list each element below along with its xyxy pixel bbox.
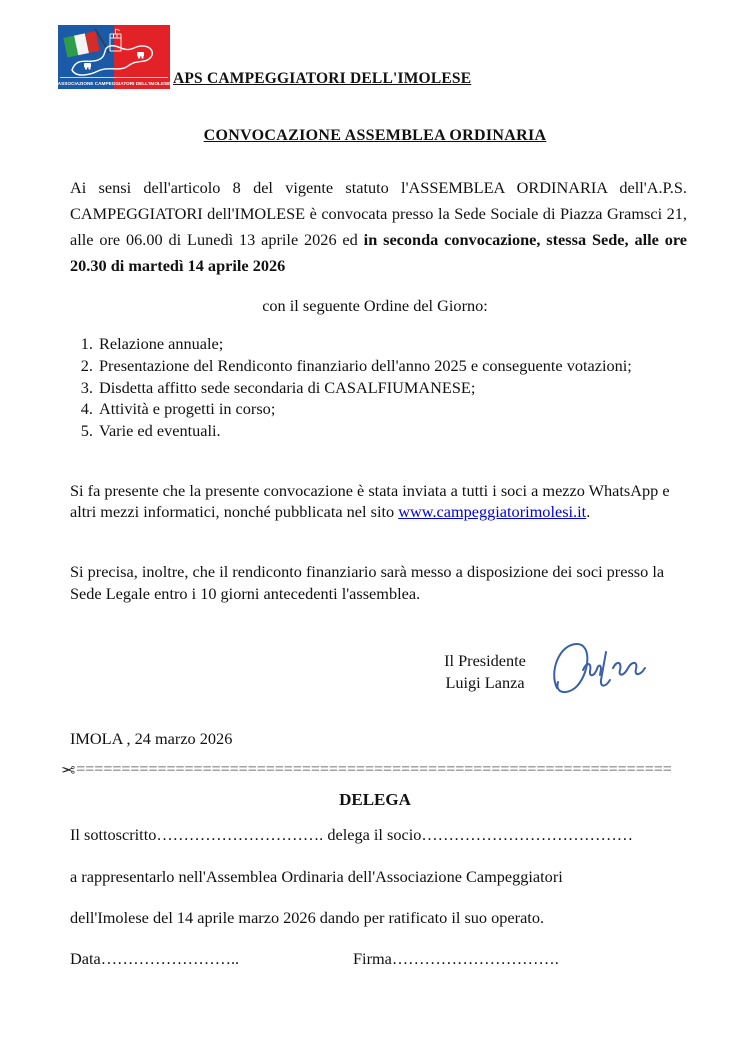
header (58, 25, 471, 89)
logo-band-text: ASSOCIAZIONE CAMPEGGIATORI DELL'IMOLESE (58, 81, 170, 86)
doc-title: CONVOCAZIONE ASSEMBLEA ORDINARIA (203, 127, 547, 144)
delega-title: DELEGA (339, 790, 411, 809)
scissors-icon: ✂ (61, 761, 76, 781)
agenda-item: 2. Presentazione del Rendiconto finanziario dell'anno 2025 e conseguente votazioni; (97, 355, 697, 377)
agenda-item: 5. Varie ed eventuali. (97, 420, 697, 442)
agenda-item: 3. Disdetta affitto sede secondaria di CASALFIUMANESE; (97, 377, 697, 399)
cut-line-dashes: ================================================================== (76, 761, 672, 778)
president-name: Luigi Lanza (445, 673, 525, 692)
website-link[interactable]: www.campeggiatorimolesi.it (398, 502, 587, 521)
agenda-item: 4. Attività e progetti in corso; (97, 398, 697, 420)
org-title: APS CAMPEGGIATORI DELL'IMOLESE (173, 70, 472, 87)
signature (545, 630, 653, 706)
president-block (437, 650, 533, 694)
delega-line-date-ratify: dell'Imolese del 14 aprile marzo 2026 dando per ratificato il suo operato. (70, 908, 545, 927)
president-role: Il Presidente (444, 651, 526, 670)
place-date: IMOLA , 24 marzo 2026 (70, 729, 233, 748)
association-logo (58, 25, 170, 89)
intro-paragraph (70, 175, 687, 279)
notice-suffix: . (586, 502, 591, 521)
delega-signature-row (70, 949, 690, 969)
delega-line-delegator: Il sottoscritto…………………………. delega il socio………………………………… (70, 825, 634, 844)
cut-line (61, 761, 693, 781)
agenda-heading: con il seguente Ordine del Giorno: (262, 296, 488, 315)
firma-field-label: Firma…………………………. (353, 949, 559, 968)
delega-line-representation: a rappresentarlo nell'Assemblea Ordinaria dell'Associazione Campeggiatori (70, 867, 563, 886)
agenda-item: 1. Relazione annuale; (97, 333, 697, 355)
intro-bold-text: in seconda convocazione, stessa Sede, alle ore 20.30 di martedì 14 aprile 2026 (70, 230, 688, 275)
intro-normal-text: Ai sensi dell'articolo 8 del vigente statuto l'ASSEMBLEA ORDINARIA dell'A.P.S. CAMPEGGIATORI dell'IMOLESE è convocata presso la Sede Sociale di Piazza Gramsci 21, alle ore 06.00 di Lunedì 13 aprile 2026 ed (70, 178, 687, 249)
notice-paragraph (70, 480, 687, 522)
data-field-label: Data…………………….. (70, 949, 240, 968)
notice-text: Si fa presente che la presente convocazione è stata inviata a tutti i soci a mezzo WhatsApp e altri mezzi informatici, nonché pubblicata nel sito (70, 481, 670, 521)
agenda-list (70, 333, 697, 442)
financial-report-note: Si precisa, inoltre, che il rendiconto finanziario sarà messo a disposizione dei soci presso la Sede Legale entro i 10 giorni antecedenti l'assemblea. (70, 562, 665, 603)
